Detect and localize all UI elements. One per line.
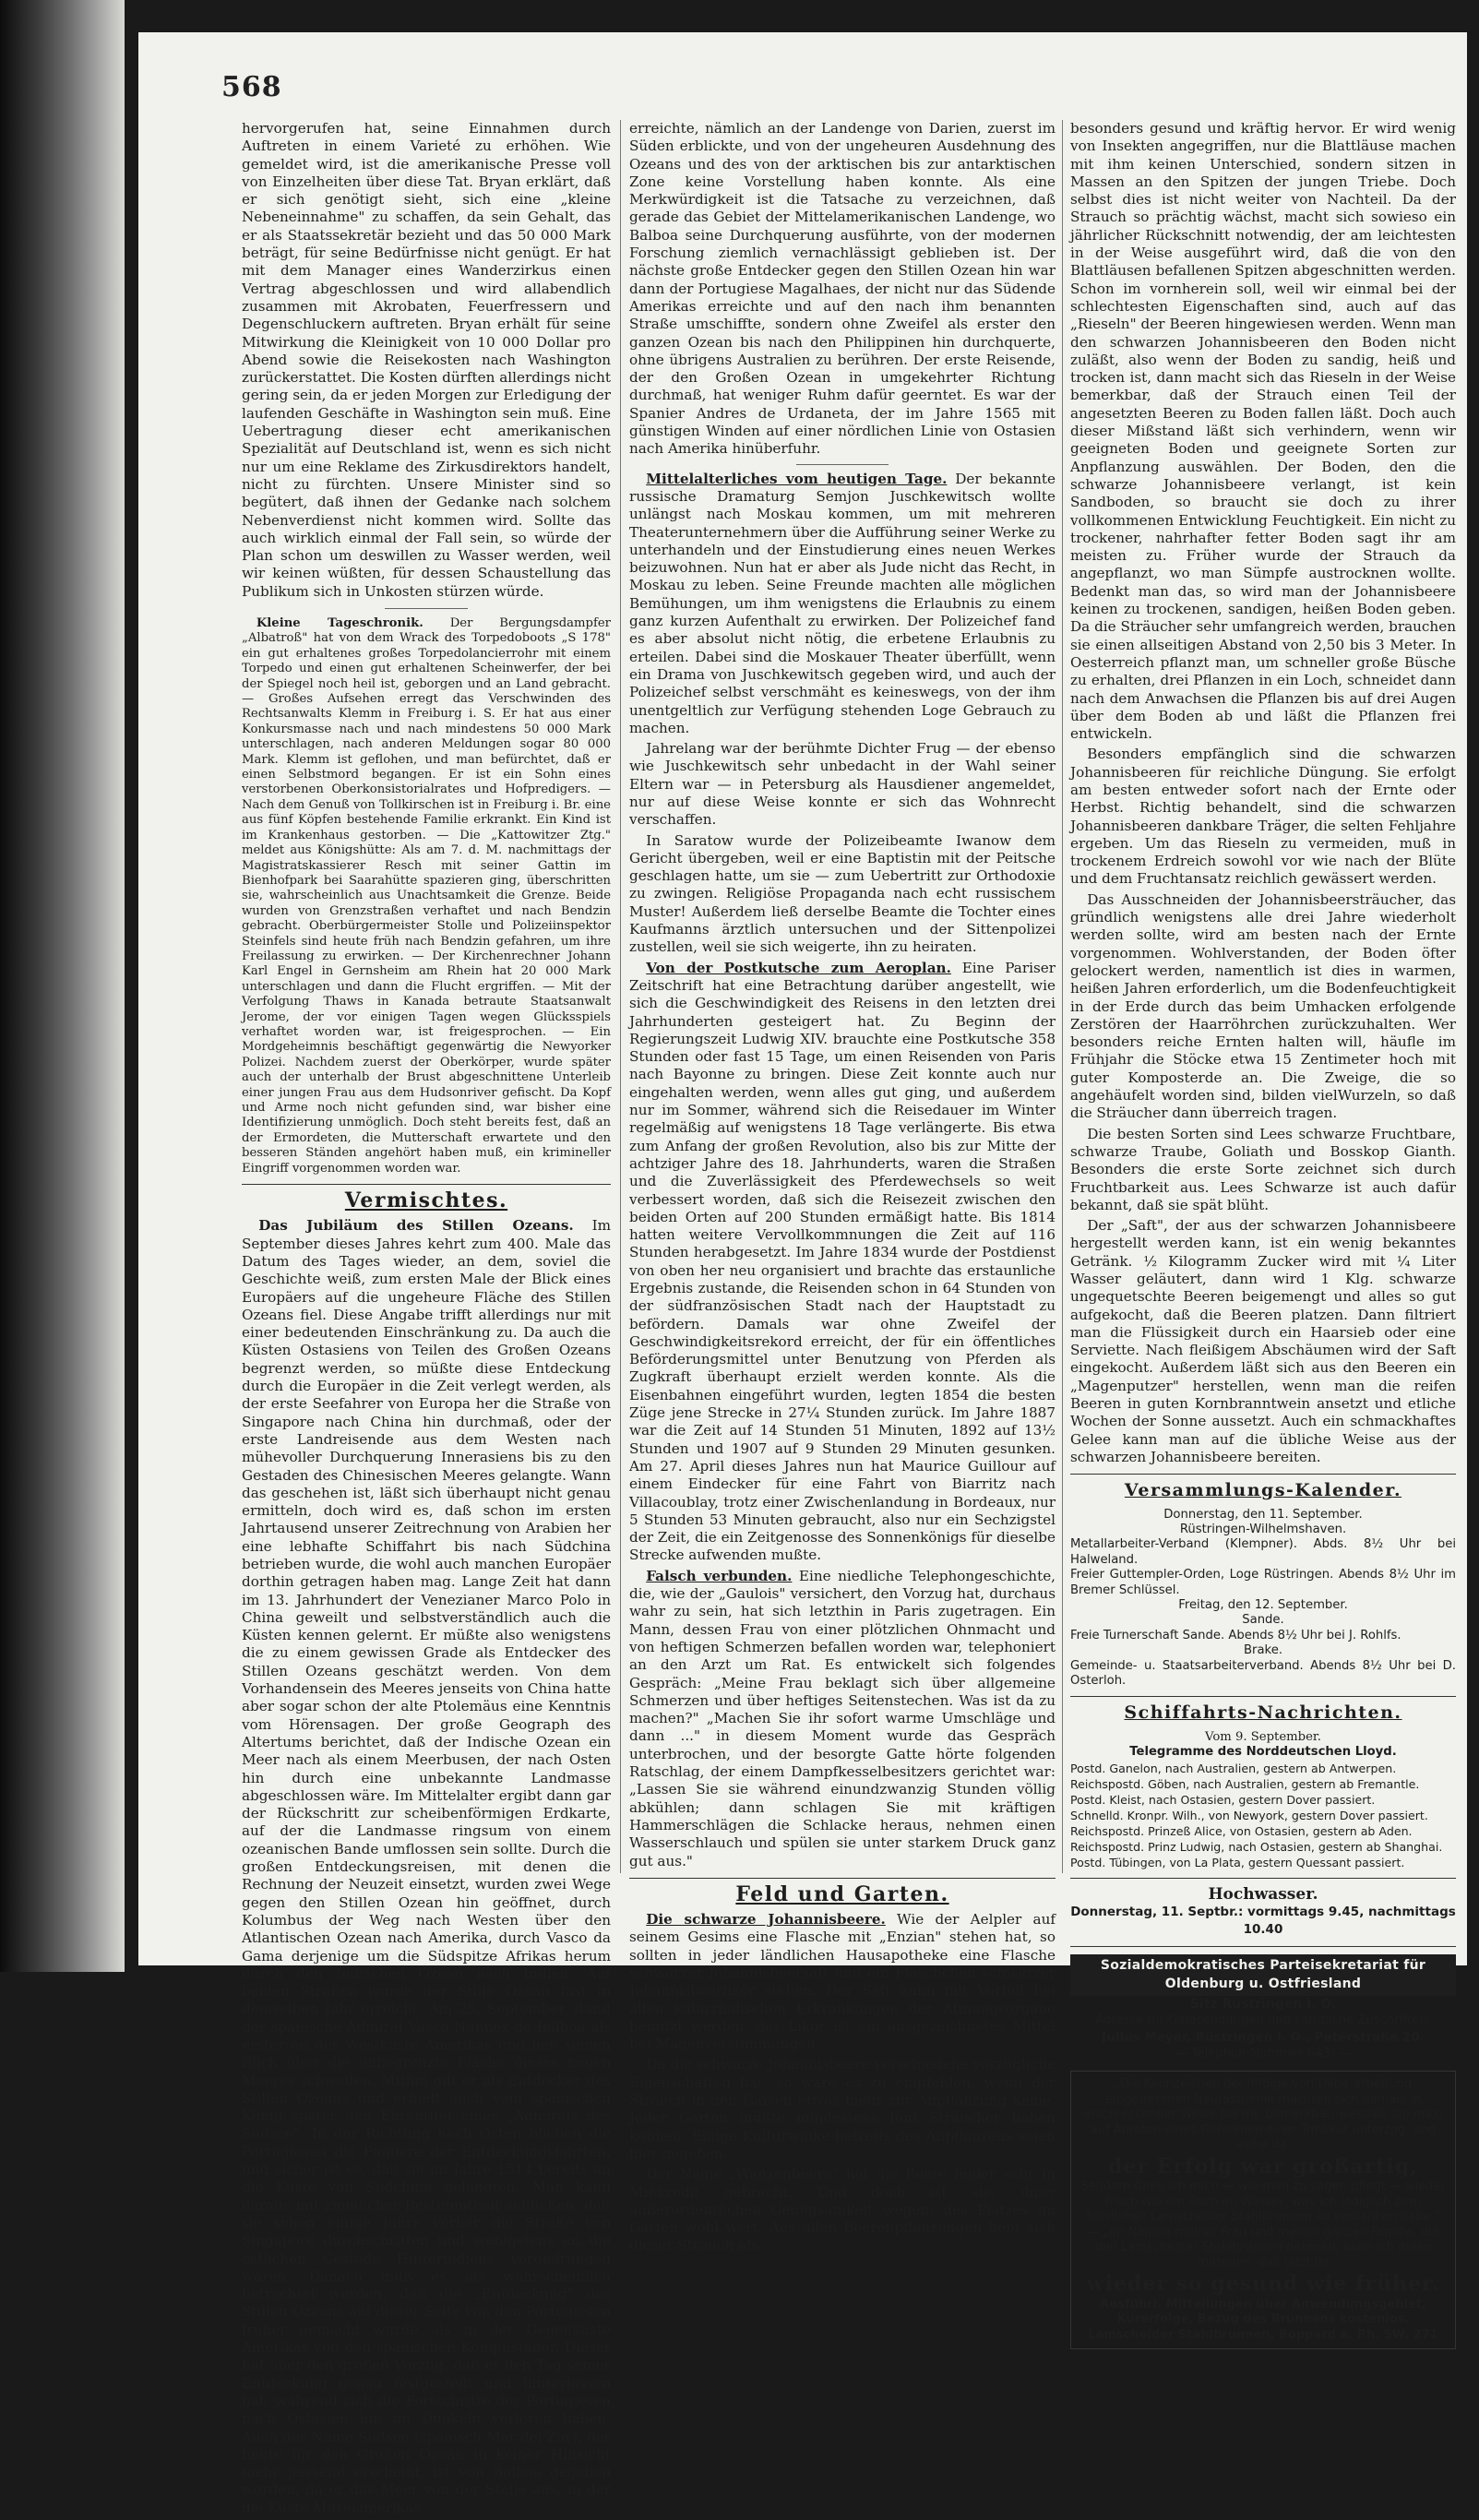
calendar-entry: Freie Turnerschaft Sande. Abends 8½ Uhr bei J. Rohlfs. bbox=[1070, 1628, 1401, 1642]
divider bbox=[385, 608, 468, 609]
section-heading-hochwasser: Hochwasser. bbox=[1208, 1884, 1318, 1904]
article-text: Der „Saft", der aus der schwarzen Johannisbeere hergestellt werden kann, ist ein wenig bekanntes Getränk. ½ Kilogramm Zucker wird mit ¼ Liter Wasser geläutert, dann wird 1 Klg. schwarze ungequetschte Beeren beigemengt und alles so gut aufgekocht, daß die Beeren platzen. Dann filtriert man die Flüssigkeit durch ein Haarsieb oder eine Serviette. Nach fleißigem Abschäumen wird der Saft eingekocht. Außerdem läßt sich aus den Beeren ein „Magenputzer" herstellen, wenn man die reifen Beeren in guten Kornbranntwein ansetzt und etliche Wochen der Sonne aussetzt. Auch ein schmackhaftes Gelee kann man auf die übliche Weise aus der schwarzen Johannisbeere bereiten. bbox=[1070, 1217, 1456, 1465]
advertisement bbox=[1070, 2071, 1456, 2349]
ad-text: „Die Kennzeichen der infolge von Ueberarbeitung eingetretenen Neurasthenie machten sich damals in erschreckender Weise bei mir bemerkbar, weshalb ich mich auf Anraten eines Geheimen einer Trinkkur unterzog, und siehe da, bbox=[1083, 2077, 1443, 2153]
article-text: Im September dieses Jahres kehrt zum 400. Male das Datum des Tages wieder, an dem, soviel die Geschichte weiß, zum ersten Male der Blick eines Europäers auf die ungeheure Fläche des Stillen Ozeans fiel. Diese Angabe trifft allerdings nur mit einer bedeutenden Einschränkung zu. Da auch die Küsten Ostasiens von Teilen des Großen Ozeans begrenzt werden, so müßte diese Entdeckung durch die Europäer in die Zeit verlegt werden, als der erste Seefahrer von Europa her die Straße von Singapore nach China hin durchmaß, oder der erste Landreisende aus dem Westen nach mühevoller Durchquerung Innerasiens bis zu den Gestaden des Chinesischen Meeres gelangte. Wann das geschehen ist, läßt sich überhaupt nicht genau ermitteln, doch wird es, daß schon im ersten Jahrtausend unserer Zeitrechnung von Arabien her eine lebhafte Schiffahrt bis nach Südchina betrieben wurde, die wohl auch manchen Europäer dorthin getragen haben mag. Lange Zeit hat dann im 13. Jahrhundert der Venezianer Marco Polo in China geweilt und selbstverständlich auch die Küsten kennen gelernt. Er müßte also wenigstens die zu einem gewissen Grade als Entdecker des Stillen Ozeans geschätzt werden. Von dem Vorhandensein des Meeres jenseits von China hatte aber sogar schon der alte Ptolemäus eine Kenntnis vom Hörensagen. Der große Geograph des Altertums berichtet, daß der Indische Ozean ein Meer nach als einem Meerbusen, der nach Osten hin durch eine unbekannte Landmasse abgeschlossen wäre. Im Mittelalter ergibt dann gar der Rückschritt zur scheibenförmigen Erdkarte, auf der die Landmasse ringsum von einem ozeanischen Bande umflossen sein sollte. Durch die großen Entdeckungsreisen, mit denen die Rechnung der Neuzeit einsetzt, wurden zwei Wege gegen den Stillen Ozean hin geöffnet, durch Kolumbus der Weg nach Westen über den Atlantischen Ozean nach Amerika, durch Vasco da Gama derjenige um die Südspitze Afrikas herum durch den Indischen Ozean nach Indien. Auf beiden Straßen wurde der Stille Ozean fast in demselben Jahr erreicht. Am 25. September stand der spanische Admiral Vasco Nunnez de Balboa als erster an der Westküste Amerikas und ließ seinen Blick über die unbegrenzte Fläche dieses neuen Meeres schweifen. Mithin gilt er als Entdecker des Stillen Ozeans und erhielt auch vom spanischen König später den Ehrentitel eines „Admirals des Südsee". In der Richtung nach Osten blieben die Portugiesen die Pioniere der Entdeckungsfahrten, und sicher ist es, daß sie im Jahre 1514 bereits an die Küste von Südchina gelangten. Man kann daraus mit ziemlicher Bestimmtheit schließen, daß sie schon einige Jahre vorher die Straße von Singapore durchschritten und wenigstens an die östlichen Gestade Hinterindiens vorgedrungen waren. Danach muß es als wahrscheinlich betrachtet werden, daß die „Entdeckung" des Stillen Ozeans auf dieser Seite von den Portugiesen früher gemacht wurde als in der Gegenküste Amerikas von den spanischen Konquistador. Dieser hat aber den großen Vorzug, daß er den Tag seiner Entdeckung genau festgestellt und hinterlassen hat, während sich die Fortschritte der Portugiesen nach Ostasien hin im Dunkeln verloren haben. Auch der Name Südsee (spanisch Mar del Zur), der heute für den Großen Ozean in keiner Hinsicht mehr passend erscheint, ist von Balboa gegeben worden, da er das Meer von der Stelle aus, in der die Küste Mittelamerikas bbox=[242, 1217, 612, 2516]
shipping-item: Postd. Kleist, nach Ostasien, gestern Dover passiert. bbox=[1070, 1792, 1376, 1807]
shipping-item: Postd. Tübingen, von La Plata, gestern Quessant passiert. bbox=[1070, 1855, 1405, 1869]
divider bbox=[796, 464, 889, 465]
party-office-seat: Sitz Rüstringen i. O. bbox=[1189, 1997, 1337, 2012]
article-text: Der bekannte russische Dramaturg Semjon Juschkewitsch wollte unlängst nach Moskau kommen, um mit mehreren Theaterunternehmern über die Aufführung seiner Werke zu unterhandeln und der Einstudierung eines neuen Werkes beizuwohnen. Nun hat er aber als Jude nicht das Recht, in Moskau zu leben. Seine Freunde machten alle möglichen Bemühungen, um ihm wenigstens die Erlaubnis zu einem ganz kurzen Aufenthalt zu erwirken. Der Polizeichef fand es aber absolut nicht nötig, die erbetene Erlaubnis zu erteilen. Dabei sind die Moskauer Theater überfüllt, wenn ein Drama von Juschkewitsch gegeben wird, und auch der Polizeichef selbst verschmäht es keineswegs, von der ihm unentgeltlich zur Verfügung stehenden Loge Gebrauch zu machen. bbox=[629, 470, 1056, 736]
party-office-address: Julius Meyer, Rüstringen i. O., Peterstraße 20. bbox=[1102, 2029, 1425, 2045]
ad-headline: der Erfolg war großartig, bbox=[1108, 2154, 1418, 2179]
shipping-item: Reichspostd. Göben, nach Australien, gestern ab Fremantle. bbox=[1070, 1776, 1420, 1791]
column-divider bbox=[1062, 120, 1063, 1873]
section-heading-feld-und-garten: Feld und Garten. bbox=[735, 1881, 949, 1906]
calendar-place: Brake. bbox=[1243, 1643, 1283, 1658]
divider bbox=[1070, 1474, 1456, 1475]
article-continuation: erreichte, nämlich an der Landenge von Darien, zuerst im Süden erblickte, und von der ungeheuren Ausdehnung des Ozeans und des von der arktischen bis zur antarktischen Zone keine Vorstellung haben konnte. Als eine Merkwürdigkeit ist die Tatsache zu verzeichnen, daß gerade das Gebiet der Mittelamerikanischen Landenge, wo Balboa seine Durchquerung ausführte, von der modernen Forschung ziemlich vernachlässigt geblieben ist. Der nächste große Entdecker gegen den Stillen Ozean hin war dann der Portugiese Magalhaes, der nicht nur das Südende Amerikas erreichte und auf den nach ihm benannten Straße umschiffte, sondern ohne Zweifel als erster den ganzen Ozean bis nach den Philippinen hin durchquerte, ohne übrigens Australien zu berühren. Der erste Reisende, der den Großen Ozean in umgekehrter Richtung durchmaß, hat weniger Ruhm dafür geerntet. Es war der Spanier Andres de Urdaneta, der im Jahre 1565 mit günstigen Winden auf einer nördlichen Linie von Ostasien nach Amerika hinüberfuhr. bbox=[629, 120, 1056, 458]
shipping-item: Reichspostd. Prinzeß Alice, von Ostasien, gestern ab Aden. bbox=[1070, 1823, 1413, 1838]
newspaper-page bbox=[138, 32, 1467, 2516]
article-lead: Von der Postkutsche zum Aeroplan. bbox=[646, 959, 951, 976]
shipping-list bbox=[1070, 1761, 1456, 1870]
article-continuation: hervorgerufen hat, seine Einnahmen durch Auftreten in einem Varieté zu erhöhen. Wie gemeldet wird, ist die amerikanische Presse voll von Einzelheiten über diese Tat. Bryan erklärt, daß er sich genötigt sieht, sich eine „kleine Nebeneinnahme" zu schaffen, da sein Gehalt, das er als Staatssekretär bezieht und das 50 000 Mark beträgt, für seine Bedürfnisse nicht genügt. Er hat mit dem Manager eines Wanderzirkus einen Vertrag abgeschlossen und wird allabendlich zusammen mit Akrobaten, Feuerfressern und Degenschluckern auftreten. Bryan erhält für seine Mitwirkung die Kleinigkeit von 10 000 Dollar pro Abend sowie die Reisekosten nach Washington zurückerstattet. Die Kosten dürften allerdings nicht gering sein, da er jeden Morgen zur Erledigung der laufenden Geschäfte in Washington sein muß. Eine Uebertragung dieser echt amerikanischen Spezialität auf Deutschland ist, wenn es sich nicht nur um eine Reklame des Zirkusdirektors handelt, nicht zu fürchten. Unsere Minister sind so begütert, daß ihnen der Gedanke nach solchem Nebenverdienst nicht kommen wird. Sollte das auch wirklich einmal der Fall sein, so würde der Plan schon um deswillen zu Wasser werden, weil wir keinen wüßten, für dessen Schaustellung das Publikum sich in Unkosten stürzen würde. bbox=[242, 120, 611, 600]
article-text: In Saratow wurde der Polizeibeamte Iwanow dem Gericht übergeben, weil er eine Baptistin mit der Peitsche geschlagen hatte, um sie — zum Uebertritt zur Orthodoxie zu zwingen. Religiöse Propaganda nach echt russischem Muster! Außerdem ließ derselbe Beamte die Tochter eines Kaufmanns ärztlich untersuchen und der Sittenpolizei zustellen, weil sie sich weigerte, ihn zu heiraten. bbox=[629, 831, 1056, 956]
article-text: Eine niedliche Telephongeschichte, die, wie der „Gaulois" versichert, den Vorzug hat, durchaus wahr zu sein, hat sich letzthin in Paris zugetragen. Ein Mann, dessen Frau von einer plötzlichen Ohnmacht und von heftigen Schmerzen befallen worden war, telephoniert an den Arzt um Rat. Es entwickelt sich folgendes Gespräch: „Meine Frau beklagt sich über allgemeine Schmerzen und über heftiges Seitenstechen. Was ist da zu machen?" „Machen Sie ihr sofort warme Umschläge und dann ..." in diesem Moment wurde das Gespräch unterbrochen, und der besorgte Gatte hörte folgenden Ratschlag, der einem Dampfkesselbesitzers gerichtet war: „Lassen Sie sie während einundzwanzig Stunden völlig abkühlen; dann schlagen Sie mit kräftigen Hammerschlägen die Schlacke heraus, nehmen einen Wasserschlauch und spülen sie unter starkem Druck ganz gut aus." bbox=[629, 1567, 1056, 1869]
section-heading-schiffahrts-nachrichten: Schiffahrts-Nachrichten. bbox=[1124, 1702, 1402, 1724]
column-2 bbox=[629, 120, 1056, 2258]
calendar-entry: Metallarbeiter-Verband (Klempner). Abds. 8½ Uhr bei Halweland. bbox=[1070, 1537, 1456, 1567]
shipping-item: Postd. Ganelon, nach Australien, gestern ab Antwerpen. bbox=[1070, 1761, 1397, 1775]
article-text: Der Name „Wanzenbeere" hat die Beere leider sehr in Mißkredit gebracht. Und doch ist sie, ihrer außerordentlichen Genügsamkeit wegen, des Platzes im Garten wohl wert. Aus allen Beerenpflanzungen hebt sich dieser Strauch als bbox=[629, 2166, 1056, 2254]
event-calendar bbox=[1070, 1508, 1456, 1690]
calendar-entry: Freier Guttempler-Orden, Loge Rüstringen. Abends 8½ Uhr im Bremer Schlüssel. bbox=[1070, 1568, 1456, 1597]
divider bbox=[1070, 1946, 1456, 1947]
article-text: Die besten Sorten sind Lees schwarze Fruchtbare, schwarze Traube, Goliath und Bosskop Gianth. Besonders die erste Sorte zeichnet sich durch Fruchtbarkeit aus. Lees Schwarze ist auch dafür bekannt, daß sie spät blüht. bbox=[1070, 1125, 1456, 1213]
shipping-item: Schnelld. Kronpr. Wilh., von Newyork, gestern Dover passiert. bbox=[1070, 1808, 1428, 1822]
party-office-line: Adresse für Geldsendungen und sämtliche Zuschriften: bbox=[1095, 2013, 1431, 2028]
tide-line: Donnerstag, 11. Septbr.: vormittags 9.45, nachmittags 10.40 bbox=[1070, 1904, 1456, 1938]
section-heading-vermischtes: Vermischtes. bbox=[344, 1188, 508, 1213]
article-text: Besonders empfänglich sind die schwarzen Johannisbeeren für reichliche Düngung. Sie erfolgt am besten entweder sofort nach der Ernte oder Herbst. Richtig behandelt, sind die schwarzen Johannisbeeren dankbare Träger, die selten Fehljahre ergeben. Um das Rieseln zu vermeiden, muß in trockenem Erdreich sowohl vor wie nach der Blüte und dem Fruchtansatz reichlich gewässert werden. bbox=[1070, 746, 1456, 888]
ad-headline: wieder so gesund wie früher. bbox=[1086, 2272, 1440, 2297]
calendar-entry: Gemeinde- u. Staatsarbeiterverband. Abends 8½ Uhr bei D. Osterloh. bbox=[1070, 1658, 1456, 1689]
article-lead: Falsch verbunden. bbox=[646, 1567, 793, 1584]
ad-text: Seitdem fühle ich mich — wie man zu sagen pflegt — wieder frisch wie ein Fisch im Wasser, was ich lediglich dem herrlichen Lamscheider Stahlbrunnen zu verdanken habe." — „Im Namen meiner Frau und meiner ganzen Familie, die den Lamscheider Stahlbrunnen nehmen, kann ich Ihnen mitteilen, daß jetzt ist bbox=[1080, 2180, 1446, 2270]
calendar-place: Sande. bbox=[1242, 1613, 1284, 1628]
divider bbox=[629, 1878, 1056, 1879]
article-text: Eine Pariser Zeitschrift hat eine Betrachtung darüber angestellt, wie sich die Geschwindigkeit des Reisens in den letzten drei Jahrhunderten gesteigert hat. Zu Beginn der Regierungszeit Ludwig XIV. brauchte eine Postkutsche 358 Stunden oder fast 15 Tage, um einen Reisenden von Paris nach Bayonne zu bringen. Diese Zeit konnte auch nur eingehalten werden, wenn alles gut ging, und außerdem nur im Sommer, während sich die Reisedauer im Winter regelmäßig auf wenigstens 18 Tage verlängerte. Bis etwa zum Anfang der großen Revolution, also bis zur Mitte der achtziger Jahre des 18. Jahrhunderts, waren die Straßen und die Zuverlässigkeit des Pferdewechsels so weit verbessert worden, daß sich die Reisezeit zwischen den beiden Orten auf 200 Stunden ermäßigt hatte. Bis 1814 hatten weitere Vervollkommnungen die Zeit auf 116 Stunden herabgesetzt. Im Jahre 1834 wurde der Postdienst von oben her neu organisiert und brachte das erstaunliche Ergebnis zustande, die Reisenden schon in 64 Stunden von der südfranzösischen Stadt nach der Hauptstadt zu befördern. Damals war ohne Zweifel der Geschwindigkeitsrekord erreicht, der für ein öffentliches Beförderungsmittel unter Benutzung von Pferden als Zugkraft überhaupt erzielt werden konnte. Als die Eisenbahnen eingeführt wurden, legten 1854 die besten Züge jene Strecke in 27¼ Stunden zurück. Im Jahre 1887 war die Zeit auf 14 Stunden 51 Minuten, 1892 auf 13½ Stunden und 1907 auf 9 Stunden 29 Minuten gesunken. Am 27. April dieses Jahres nun hat Maurice Guillour auf einem Eindecker für eine Fahrt von Biarritz nach Villacoublay, trotz einer Zwischenlandung in Bordeaux, nur 5 Stunden 53 Minuten gebraucht, also nur ein Sechzigstel der Zeit, die ein Zeitgenosse des Sonnenkönigs für dieselbe Strecke aufwenden mußte. bbox=[629, 959, 1056, 1564]
shipping-item: Reichspostd. Prinz Ludwig, nach Ostasien, gestern ab Shanghai. bbox=[1070, 1839, 1443, 1854]
article-text: Jahrelang war der berühmte Dichter Frug — der ebenso wie Juschkewitsch sehr unbedacht in der Wahl seiner Eltern war — in Petersburg als Hausdiener angemeldet, nur auf diese Weise konnte er sich das Wohnrecht verschaffen. bbox=[629, 740, 1056, 829]
article-continuation: besonders gesund und kräftig hervor. Er wird wenig von Insekten angegriffen, nur die Blattläuse machen mit ihm keinen Unterschied, sondern sitzen in Massen an den Spitzen der jungen Triebe. Doch selbst dies ist nicht weiter von Nachteil. Da der Strauch so prächtig wächst, macht sich sowieso ein jährlicher Rückschnitt notwendig, der am leichtesten in der Weise ausgeführt wird, daß die von den Blattläusen befallenen Spitzen abgeschnitten werden. Schon im vornherein soll, weil wir einmal bei der schlechtesten Eigenschaften sind, auch auf das „Rieseln" der Beeren hingewiesen werden. Wenn man den schwarzen Johannisbeeren den Boden nicht zuläßt, also wenn der Boden zu sandig, heiß und trocken ist, dann macht sich das Rieseln in der Weise bemerkbar, daß der Strauch einen Teil der angesetzten Beeren zu Boden fallen läßt. Doch auch dieser Mißstand läßt sich verhindern, wenn wir geeigneten Boden und geeignete Sorten zur Anpflanzung auswählen. Der Boden, den die schwarze Johannisbeere verlangt, ist kein Sandboden, so braucht sie doch zu ihrer vollkommenen Entwicklung Feuchtigkeit. Ein nicht zu trockener, nahrhafter fetter Boden sagt ihr am meisten zu. Früher wurde der Strauch da angepflanzt, wo man Sümpfe austrocknen wollte. Bedenkt man das, so wird man der Johannisbeere keinen zu trockenen, sandigen, heißen Boden geben. Da die Sträucher sehr umfangreich werden, brauchen sie einen allseitigen Abstand von 2,50 bis 3 Meter. In Oesterreich pflanzt man, um schneller große Büsche zu erhalten, drei Pflanzen in ein Loch, schneidet dann nach dem Anwachsen die Pflanzen bis auf drei Augen über dem Boden ab und läßt die Pflanzen frei entwickeln. bbox=[1070, 120, 1456, 743]
calendar-day: Donnerstag, den 11. September. bbox=[1163, 1507, 1363, 1522]
divider bbox=[1070, 1696, 1456, 1697]
article-lead: Die schwarze Johannisbeere. bbox=[646, 1911, 886, 1929]
column-3 bbox=[1070, 120, 1456, 2349]
divider bbox=[1070, 1878, 1456, 1879]
chronik-text: Der Bergungsdampfer „Albatroß" hat von dem Wrack des Torpedoboots „S 178" ein gut erhaltenes großes Torpedolancierrohr mit einem Torpedo und einen gut erhaltenen Scheinwerfer, der bei der Spiegel noch heil ist, geborgen und an Land gebracht. — Großes Aufsehen erregt das Verschwinden des Rechtsanwalts Klemm in Freiburg i. S. Er hat aus einer Konkursmasse nach und nach mindestens 50 000 Mark unterschlagen, nach anderen Meldungen sogar 80 000 Mark. Klemm ist geflohen, und man befürchtet, daß er einen Selbstmord begangen. Er ist ein Sohn eines verstorbenen Oberkonsistorialrates und Hofpredigers. — Nach dem Genuß von Tollkirschen ist in Freiburg i. Br. eine aus fünf Köpfen bestehende Familie erkrankt. Ein Kind ist im Krankenhaus gestorben. — Die „Kattowitzer Ztg." meldet aus Königshütte: Als am 7. d. M. nachmittags der Magistratskassierer Resch mit seiner Gattin im Bienhofpark bei Saarahütte spazieren ging, überschritten sie, wahrscheinlich aus Unachtsamkeit die Grenze. Beide wurden von Grenzstraßen verhaftet und nach Bendzin gebracht. Oberbürgermeister Stolle und Polizeiinspektor Steinfels sind heute früh nach Bendzin gefahren, um ihre Freilassung zu erwirken. — Der Kirchenrechner Johann Karl Engel in Gernsheim am Rhein hat 20 000 Mark unterschlagen und dann die Flucht ergriffen. — Mit der Verfolgung Thaws in Kanada betraute Staatsanwalt Jerome, der vor einigen Tagen wegen Glücksspiels verhaftet worden war, ist freigesprochen. — Ein Mordgeheimnis beschäftigt gegenwärtig die Newyorker Polizei. Nachdem zuerst der Oberkörper, wurde später auch der unterhalb der Brust abgeschnittene Unterleib einer jungen Frau aus dem Hudsonriver gefischt. Da Kopf und Arme noch nicht gefunden sind, war bisher eine Identifizierung unmöglich. Doch steht bereits fest, daß an der Ermordeten, die Mutterschaft erwartete und den besseren Ständen angehört haben muß, ein krimineller Eingriff vorgenommen worden war. bbox=[242, 616, 611, 1176]
chronik-heading: Kleine Tageschronik. bbox=[256, 616, 423, 631]
book-spine bbox=[0, 0, 125, 1972]
article-lead: Mittelalterliches vom heutigen Tage. bbox=[646, 470, 948, 487]
calendar-day: Freitag, den 12. September. bbox=[1178, 1598, 1348, 1612]
section-heading-versammlungs-kalender: Versammlungs-Kalender. bbox=[1124, 1480, 1402, 1501]
article-text: Da die schwarze Johannisbeere verschiedene vorzügliche Eigenschaften hat, so wäre es zu empfehlen, wenn der Strauch in den Gärten etwas mehr zur Anpflanzung käme. Jeder Garten müßte mindestens fünf Sträucher haben können. Einige Kulturwinke betreffs des Anpflanzens seien hier gegeben. bbox=[629, 2056, 1056, 2162]
party-office-banner: Sozialdemokratisches Parteisekretariat für Oldenburg u. Ostfriesland bbox=[1070, 1954, 1456, 1996]
article-text: Wie der Aelpler auf seinem Gesims eine Flasche mit „Enzian" stehen hat, so sollten in jeder ländlichen Hausapotheke eine Flasche schwarzer Johannisbeersaft und ein Fläschchen schwarzer Johannisbeerlikör stehen. Der Saft kann mit Vorteil bei allen katarrhalischen Erkrankungen der Atmungsorgane benutzt werden, der Likör ist ein ausgezeichnetes Mittel bei Magenverstimmungen. bbox=[629, 1911, 1056, 2053]
column-1 bbox=[242, 120, 611, 2520]
article-lead: Das Jubiläum des Stillen Ozeans. bbox=[258, 1217, 574, 1235]
column-divider bbox=[620, 120, 621, 1873]
article-text: Das Ausschneiden der Johannisbeersträucher, das gründlich wenigstens alle drei Jahre wiederholt werden sollte, wird am besten nach der Ernte vorgenommen. Wohlverstanden, der Boden öfter gelockert werden, namentlich ist dies in warmen, heißen Jahren erforderlich, um die Bodenfeuchtigkeit in der Erde durch das beim Umhacken erfolgende Zerstören der Haarröhrchen zurückzuhalten. Wer besonders reiche Ernten halten will, häufle im Frühjahr die Stöcke etwa 15 Zentimeter hoch mit guter Komposterde an. Die Zweige, die so angehäufelt worden sind, bilden vielWurzeln, so daß die Sträucher dann überreich tragen. bbox=[1070, 890, 1456, 1122]
shipping-subtitle: Telegramme des Norddeutschen Lloyd. bbox=[1129, 1745, 1397, 1760]
calendar-place: Rüstringen-Wilhelmshaven. bbox=[1179, 1522, 1347, 1536]
shipping-date: Vom 9. September. bbox=[1205, 1729, 1321, 1744]
party-office-phone: — Telephon-Nummer 643. — bbox=[1175, 2047, 1351, 2061]
ad-footer: Ausführl. Mitteilungen über Anwendungsgebiet, Kurerfolge, Bezug des Brunnens kostenlos. Lamscheider Stahlbrunnen, Boppard a. Rh. SW. 271 bbox=[1088, 2297, 1438, 2342]
divider bbox=[242, 1184, 611, 1185]
page-number: 568 bbox=[221, 71, 282, 103]
